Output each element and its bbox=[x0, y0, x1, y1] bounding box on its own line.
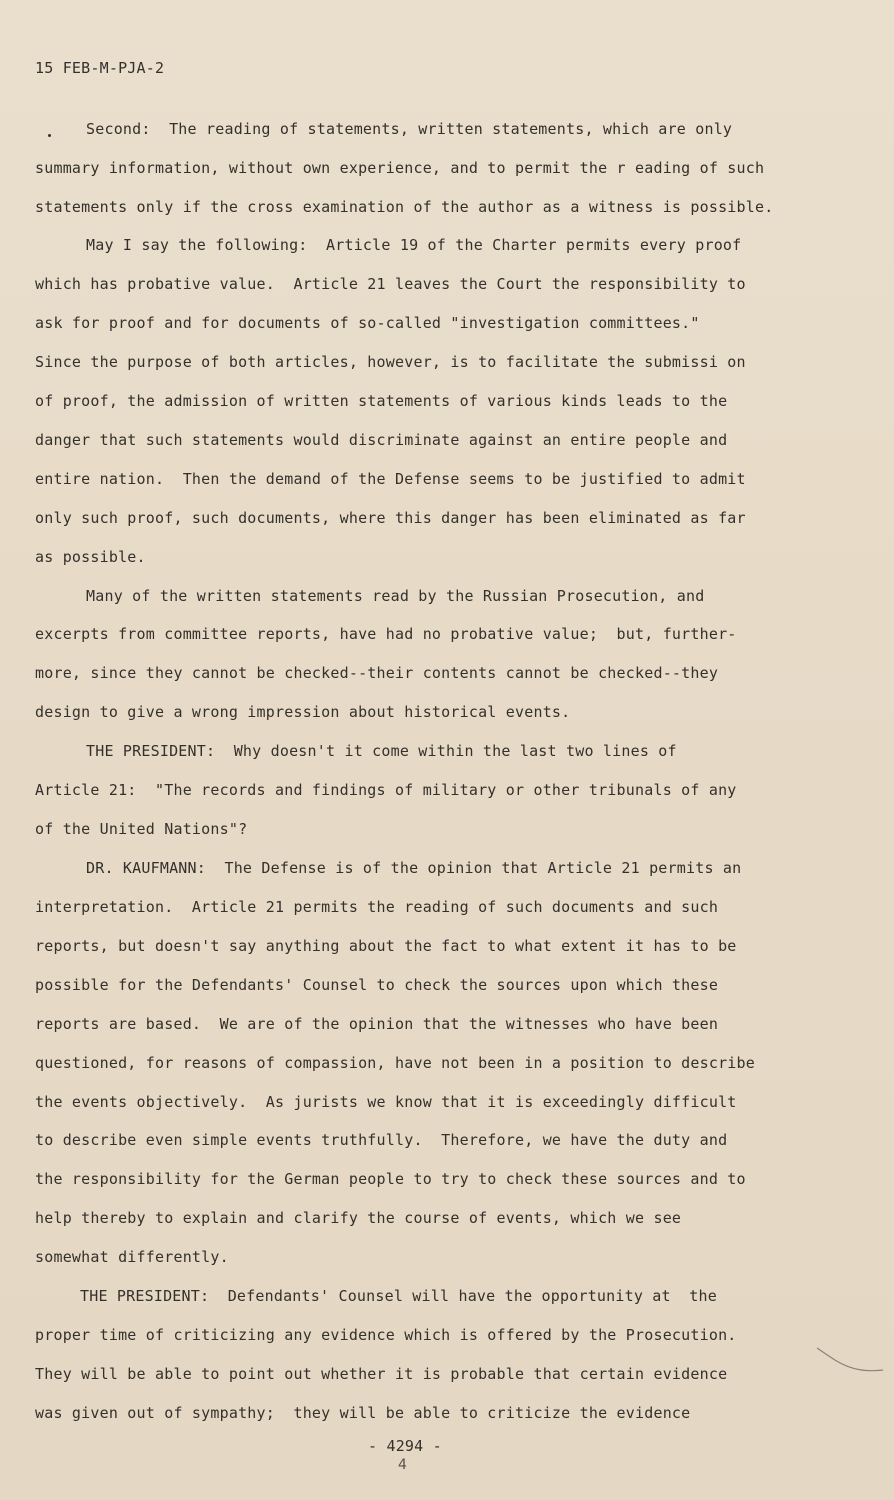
text-line: danger that such statements would discriminate against an entire people and bbox=[35, 431, 728, 449]
text-line: the responsibility for the German people to try to check these sources and to bbox=[35, 1170, 746, 1188]
text-line: excerpts from committee reports, have had no probative value; but, further- bbox=[35, 625, 737, 643]
text-line: DR. KAUFMANN: The Defense is of the opinion that Article 21 permits an bbox=[86, 859, 742, 877]
text-line: Second: The reading of statements, written statements, which are only bbox=[86, 120, 733, 138]
page-number: - 4294 - bbox=[368, 1437, 442, 1455]
text-line: reports are based. We are of the opinion that the witnesses who have been bbox=[35, 1015, 719, 1033]
text-line: reports, but doesn't say anything about the fact to what extent it has to be bbox=[35, 937, 737, 955]
text-line: as possible. bbox=[35, 548, 146, 566]
text-line: questioned, for reasons of compassion, have not been in a position to describe bbox=[35, 1054, 755, 1072]
text-line: the events objectively. As jurists we know that it is exceedingly difficult bbox=[35, 1093, 737, 1111]
document-id: 15 FEB-M-PJA-2 bbox=[35, 59, 165, 77]
text-line: THE PRESIDENT: Defendants' Counsel will have the opportunity at the bbox=[80, 1287, 717, 1305]
handwritten-page-mark: 4 bbox=[398, 1457, 408, 1473]
text-line: only such proof, such documents, where this danger has been eliminated as far bbox=[35, 509, 746, 527]
text-line: They will be able to point out whether it is probable that certain evidence bbox=[35, 1365, 728, 1383]
text-line: interpretation. Article 21 permits the reading of such documents and such bbox=[35, 898, 719, 916]
text-line: Article 21: "The records and findings of military or other tribunals of any bbox=[35, 781, 737, 799]
pencil-stroke-mark bbox=[815, 1340, 885, 1390]
text-line: proper time of criticizing any evidence which is offered by the Prosecution. bbox=[35, 1326, 737, 1344]
text-line: was given out of sympathy; they will be able to criticize the evidence bbox=[35, 1404, 691, 1422]
text-line: ask for proof and for documents of so-called "investigation committees." bbox=[35, 314, 700, 332]
text-line: more, since they cannot be checked--their contents cannot be checked--they bbox=[35, 664, 719, 682]
text-line: Many of the written statements read by the Russian Prosecution, and bbox=[86, 587, 705, 605]
text-line: entire nation. Then the demand of the Defense seems to be justified to admit bbox=[35, 470, 746, 488]
text-line: summary information, without own experience, and to permit the r eading of such bbox=[35, 159, 765, 177]
text-line: statements only if the cross examination of the author as a witness is possible. bbox=[35, 198, 774, 216]
text-line: help thereby to explain and clarify the course of events, which we see bbox=[35, 1209, 682, 1227]
text-line: of the United Nations"? bbox=[35, 820, 248, 838]
text-line: to describe even simple events truthfully. Therefore, we have the duty and bbox=[35, 1131, 728, 1149]
text-line: somewhat differently. bbox=[35, 1248, 229, 1266]
text-line: design to give a wrong impression about historical events. bbox=[35, 703, 571, 721]
text-line: THE PRESIDENT: Why doesn't it come within the last two lines of bbox=[86, 742, 677, 760]
margin-mark bbox=[48, 134, 51, 137]
text-line: possible for the Defendants' Counsel to check the sources upon which these bbox=[35, 976, 719, 994]
text-line: May I say the following: Article 19 of the Charter permits every proof bbox=[86, 236, 742, 254]
text-line: of proof, the admission of written statements of various kinds leads to the bbox=[35, 392, 728, 410]
text-line: which has probative value. Article 21 leaves the Court the responsibility to bbox=[35, 275, 746, 293]
text-line: Since the purpose of both articles, however, is to facilitate the submissi on bbox=[35, 353, 746, 371]
